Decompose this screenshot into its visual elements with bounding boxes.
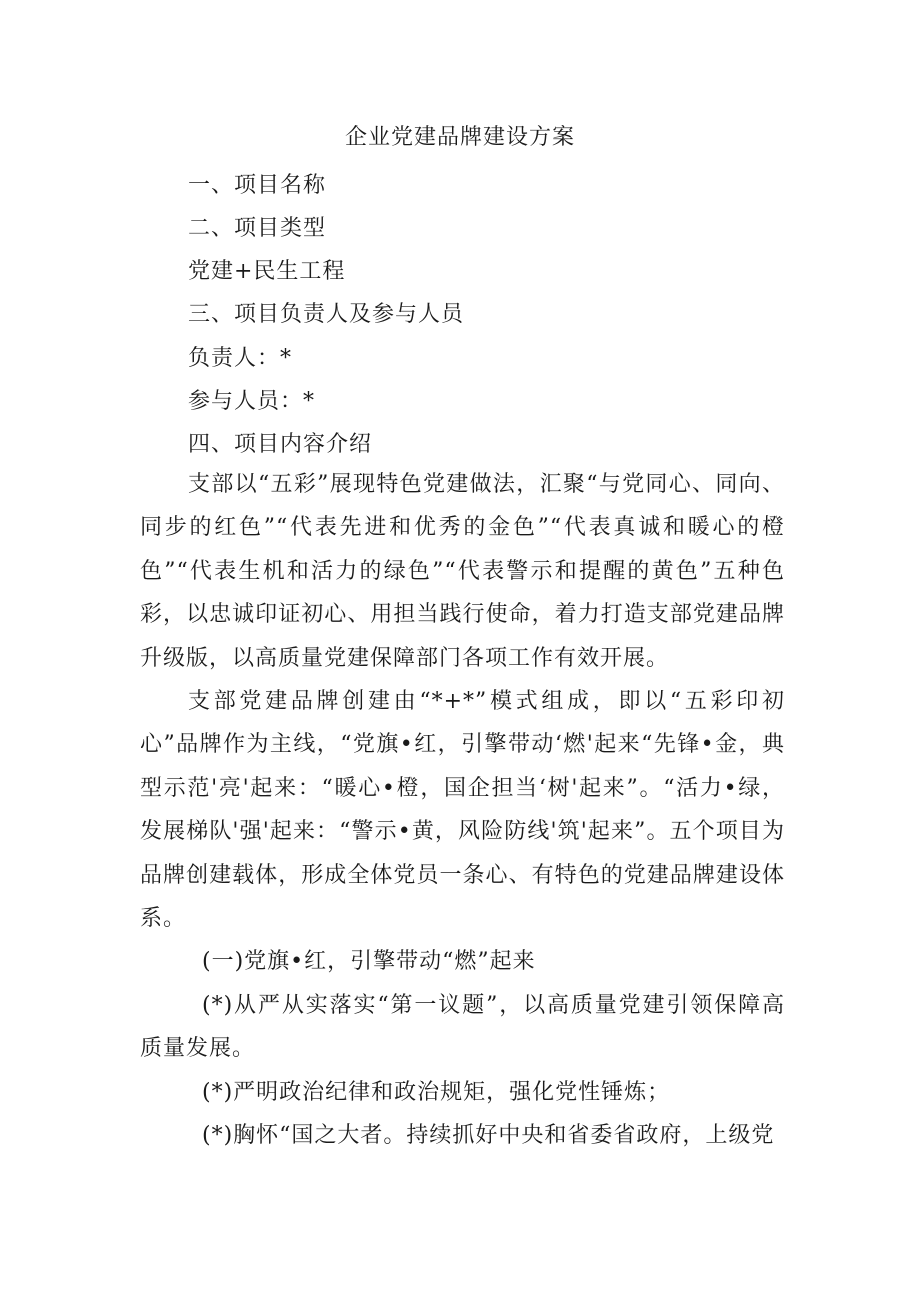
list-item: (*)严明政治纪律和政治规矩，强化党性锤炼； (202, 1080, 671, 1105)
section-heading-project-type: 二、项目类型 (188, 216, 327, 241)
list-item: (*)胸怀“国之大者。持续抓好中央和省委省政府，上级党 (202, 1123, 775, 1148)
list-item: (*)从严从实落实“第一议题”，以高质量党建引领保障高质量发展。 (140, 993, 785, 1062)
subheading-red: (一)党旗•红，引擎带动“燃”起来 (202, 949, 536, 974)
section-heading-personnel: 三、项目负责人及参与人员 (188, 302, 465, 327)
project-type-value: 党建+民生工程 (188, 259, 346, 284)
members-line: 参与人员：* (188, 389, 316, 414)
leader-line: 负责人：* (188, 346, 293, 371)
document-title: 企业党建品牌建设方案 (344, 125, 575, 150)
body-paragraph: 支部党建品牌创建由“*+*”模式组成，即以“五彩印初心”品牌作为主线，“党旗•红，引擎带动‘燃'起来“先锋•金，典型示范'亮'起来：“暖心•橙，国企担当‘树'起来”。“活力•绿，发展梯队'强'起来：“警示•黄，风险防线'筑'起来”。五个项目为品牌创建载体，形成全体党员一条心、有特色的党建品牌建设体系。 (140, 689, 785, 932)
section-heading-project-name: 一、项目名称 (188, 173, 327, 198)
body-paragraph: 支部以“五彩”展现特色党建做法，汇聚“与党同心、同向、同步的红色”“代表先进和优秀的金色”“代表真诚和暖心的橙色”“代表生机和活力的绿色”“代表警示和提醒的黄色”五种色彩，以忠诚印证初心、用担当践行使命，着力打造支部党建品牌升级版，以高质量党建保障部门各项工作有效开展。 (140, 472, 785, 671)
section-heading-content: 四、项目内容介绍 (188, 432, 373, 457)
